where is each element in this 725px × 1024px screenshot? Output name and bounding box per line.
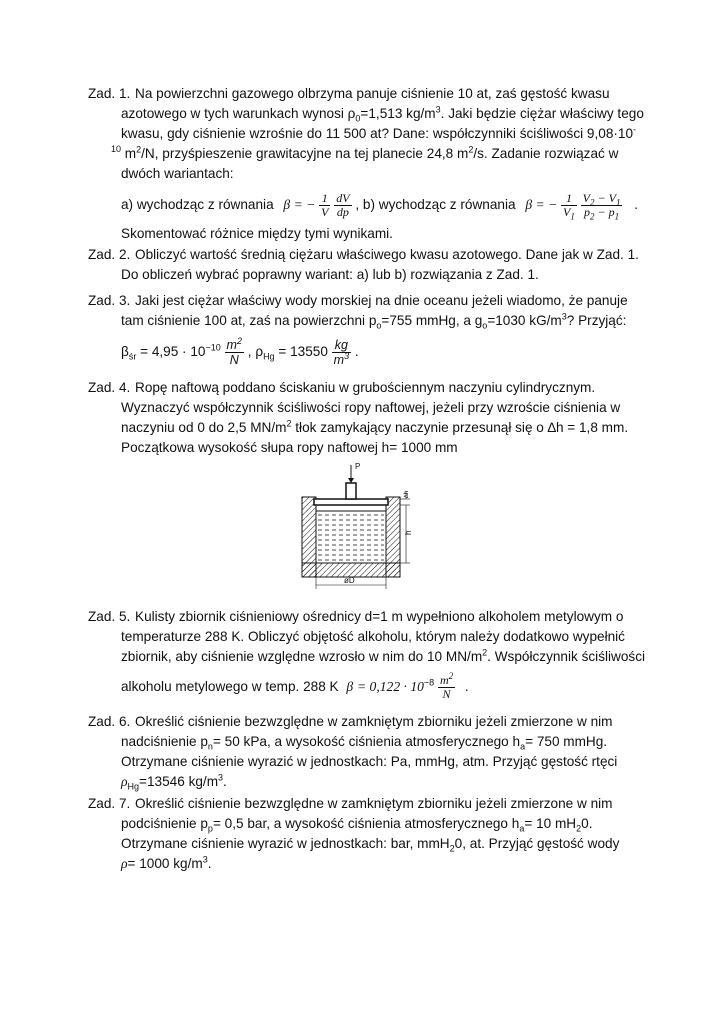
bottom-wall (302, 563, 400, 577)
task-1 (88, 84, 648, 244)
task-3 (88, 291, 648, 369)
text-line: temperaturze 288 K. Obliczyć objętość alkoholu, którym należy dodatkowo wypełnić (121, 629, 625, 644)
piston (314, 499, 388, 505)
task-label: Zad. 1. (88, 86, 131, 101)
text-line: Początkowa wysokość słupa ropy naftowej h= 1000 mm (121, 440, 458, 455)
text-line: Określić ciśnienie bezwzględne w zamkniętym zbiorniku jeżeli zmierzone w nim (135, 796, 613, 811)
text-line: Obliczyć wartość średnią ciężaru właściwego kwasu azotowego. Dane jak w Zad. 1. (135, 247, 639, 262)
text-line: nadciśnienie $p_n= 50$ kPa, a wysokość ciśnienia atmosferycznego $h_a= 750$ mmHg. (121, 734, 608, 752)
text-line: zbiornik, aby ciśnienie względne wzrosło w nim do 10 $MN/m^2$. Współczynnik ściśliwości (121, 647, 646, 664)
task-label: Zad. 2. (88, 247, 131, 262)
text-line: Otrzymane ciśnienie wyrazić w jednostkach: Pa, mmHg, atm. Przyjąć gęstość rtęci (121, 754, 618, 769)
task-label: Zad. 3. (88, 293, 131, 308)
text-line: $^{10}$ $m^2/N$, przyśpieszenie grawitacyjne na tej planecie 24,8 $m^2/s$. Zadanie rozwiązać w (111, 144, 619, 161)
text-line: kwasu, gdy ciśnienie wzrośnie do 11 500 at? Dane: współczynniki ściśliwości 9,08·10- (121, 124, 637, 141)
task-6 (88, 712, 648, 792)
h-label: h (404, 530, 413, 535)
task-label: Zad. 7. (88, 796, 131, 811)
cylinder-diagram (296, 459, 428, 593)
task-4 (88, 378, 648, 458)
task-2 (88, 245, 648, 285)
text-line: Ropę naftową poddano ściskaniu w grubościennym naczyniu cylindrycznym. (135, 380, 596, 395)
text-line: tam ciśnienie 100 at, zaś na powierzchni $p_o=755$ mmHg, a $g_o=1030$ $kG/m^3$? Przyjąć: (121, 311, 627, 331)
text-line: ρ= 1000 $kg/m^3$. (121, 854, 212, 871)
text-line: $\rho_{Hg}=13546$ $kg/m^3$. (121, 772, 227, 792)
text-line: Jaki jest ciężar właściwy wody morskiej na dnie oceanu jeżeli wiadomo, że panuje (135, 293, 628, 308)
text-line: Skomentować różnice między tymi wynikami. (121, 226, 393, 241)
text-line: dwóch wariantach: (121, 166, 234, 181)
text-line: Na powierzchni gazowego olbrzyma panuje ciśnienie 10 at, zaś gęstość kwasu (135, 86, 610, 101)
diameter-label: øD (344, 576, 355, 585)
equation-line: $\beta_{śr} = 4,95 \cdot 10^{-10}$ $\frac{m^2}{N}$ , $\rho_{Hg} = 13550$ $\frac{kg}{m^3}$ . (121, 335, 359, 367)
text-line: podciśnienie $p_p= 0,5$ bar, a wysokość ciśnienia atmosferycznego $h_a= 10$ $mH_20$. (121, 816, 593, 834)
dh-label: ∆h (404, 490, 410, 498)
text-line: azotowego w tych warunkach wynosi $\rho_0=1,513$ $kg/m^3$. Jaki będzie ciężar właściwy tego (121, 104, 644, 124)
equation-line: alkoholu metylowego w temp. 288 K $\beta = 0,122 \cdot 10^{-8}$ $\frac{m^2}{N}$ . (121, 670, 469, 701)
piston-rod (346, 483, 356, 499)
text-line: Określić ciśnienie bezwzględne w zamkniętym zbiorniku jeżeli zmierzone w nim (135, 714, 613, 729)
text-line: Kulisty zbiornik ciśnieniowy ośrednicy d=1 m wypełniono alkoholem metylowym o (135, 609, 624, 624)
text-line: Otrzymane ciśnienie wyrazić w jednostkach: bar, mmH$_2$0, at. Przyjąć gęstość wody (121, 836, 620, 854)
force-label: P (355, 462, 361, 471)
text-line: Wyznaczyć współczynnik ściśliwości ropy naftowej, jeżeli przy wzroście ciśnienia w (121, 400, 621, 415)
task-label: Zad. 6. (88, 714, 131, 729)
task-7 (88, 794, 648, 874)
task-label: Zad. 4. (88, 380, 131, 395)
equation-line: a) wychodząc z równania β = − $\frac{1}{V}$ $\frac{dV}{dp}$ , b) wychodząc z równania β = − $\frac{1}{V_1}$ $\frac{V_2 - V_1}{p_2 - p_1}$ . (121, 190, 638, 222)
task-label: Zad. 5. (88, 609, 131, 624)
text-line: naczyniu od 0 do 2,5 $MN/m^2$ tłok zamykający naczynie przesunął się o ∆h = 1,8 mm. (121, 418, 629, 435)
task-5 (88, 607, 648, 703)
text-line: Do obliczeń wybrać poprawny wariant: a) lub b) rozwiązania z Zad. 1. (121, 267, 539, 282)
